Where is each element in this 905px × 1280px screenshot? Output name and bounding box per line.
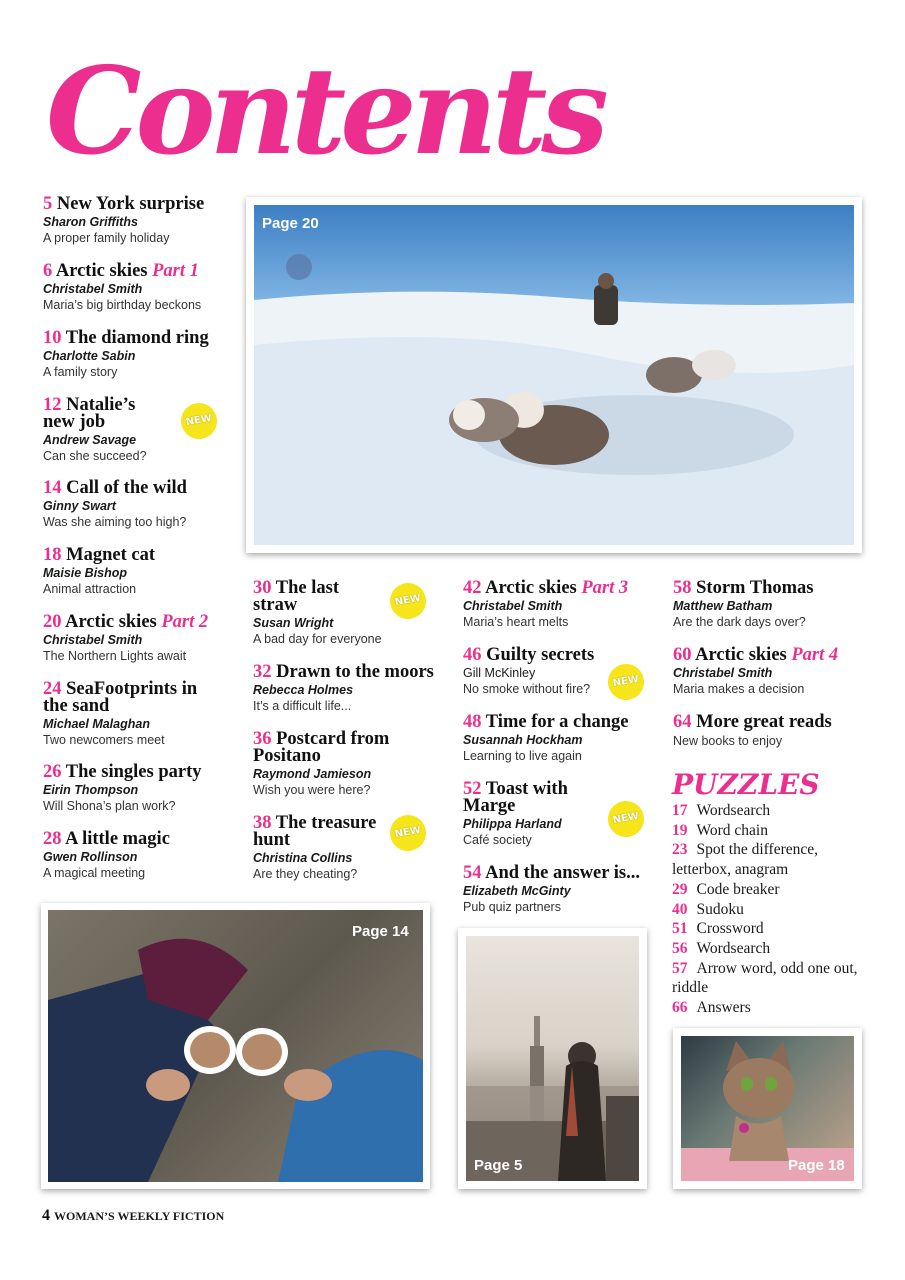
entry-author: Eirin Thompson bbox=[43, 783, 139, 797]
entry-title: The last straw bbox=[253, 578, 340, 615]
entry-title: Arctic skies bbox=[695, 645, 787, 665]
puzzle-list bbox=[672, 801, 862, 1018]
entry-description: The Northern Lights await bbox=[43, 649, 187, 663]
new-badge: NEW bbox=[387, 580, 429, 622]
entry-description: A magical meeting bbox=[43, 866, 146, 880]
entry-description: Café society bbox=[463, 833, 532, 847]
entry-author: Matthew Batham bbox=[673, 599, 773, 613]
entry-title: Arctic skies bbox=[65, 612, 157, 632]
photo-page-label: Page 18 bbox=[788, 1157, 845, 1174]
entry-description: A bad day for everyone bbox=[253, 632, 382, 646]
entry-title: Guilty secrets bbox=[486, 645, 595, 665]
entry-page-number: 14 bbox=[43, 478, 62, 498]
entry-author: Sharon Griffiths bbox=[43, 215, 138, 229]
entry-author: Susannah Hockham bbox=[463, 733, 583, 747]
entry-description: Maria’s big birthday beckons bbox=[43, 298, 202, 312]
entry-title: More great reads bbox=[696, 712, 832, 732]
puzzle-item[interactable]: 51 Crossword bbox=[672, 920, 764, 938]
entry-page-number: 30 bbox=[253, 578, 272, 598]
entry-page-number: 36 bbox=[253, 729, 272, 749]
entry-page-number: 64 bbox=[673, 712, 692, 732]
new-badge: NEW bbox=[605, 798, 647, 840]
entry-author: Gwen Rollinson bbox=[43, 850, 138, 864]
entry-author: Ginny Swart bbox=[43, 499, 116, 513]
entry-description: Can she succeed? bbox=[43, 449, 147, 463]
entry-title: Arctic skies bbox=[55, 261, 148, 281]
entry-author: Rebecca Holmes bbox=[253, 683, 354, 697]
photo-page-label: Page 5 bbox=[474, 1157, 523, 1174]
contents-entry[interactable] bbox=[463, 647, 613, 697]
contents-entry[interactable] bbox=[673, 647, 873, 697]
puzzle-item[interactable]: 17 Wordsearch bbox=[672, 802, 771, 819]
entry-title: The treasure hunt bbox=[253, 813, 377, 850]
contents-entry[interactable] bbox=[673, 580, 873, 630]
entry-page-number: 54 bbox=[463, 863, 482, 883]
entry-page-number: 20 bbox=[43, 612, 62, 632]
entry-page-number: 42 bbox=[463, 578, 482, 598]
entry-part: Part 2 bbox=[161, 612, 209, 632]
entry-title: The singles party bbox=[65, 762, 202, 782]
entry-page-number: 12 bbox=[43, 395, 62, 415]
entry-author: Christabel Smith bbox=[43, 282, 143, 296]
entry-description: Are they cheating? bbox=[253, 867, 358, 881]
contents-entry[interactable] bbox=[463, 865, 663, 915]
entry-page-number: 6 bbox=[43, 261, 53, 281]
entry-title: Natalie’s new job bbox=[43, 395, 136, 432]
puzzle-item[interactable]: 66 Answers bbox=[672, 999, 751, 1017]
entry-description: New books to enjoy bbox=[673, 734, 783, 748]
entry-title: Time for a change bbox=[485, 712, 629, 732]
puzzle-item[interactable]: 29 Code breaker bbox=[672, 880, 780, 898]
entry-title: And the answer is... bbox=[485, 863, 640, 883]
entry-description: Animal attraction bbox=[43, 582, 137, 596]
entry-page-number: 38 bbox=[253, 813, 272, 833]
entry-page-number: 32 bbox=[253, 662, 272, 682]
entry-description: Wish you were here? bbox=[253, 783, 371, 797]
entry-description: Maria makes a decision bbox=[673, 682, 805, 696]
contents-entry[interactable] bbox=[463, 580, 663, 630]
page-footer bbox=[42, 1207, 224, 1225]
photo-kitten[interactable] bbox=[673, 1028, 862, 1189]
entry-page-number: 60 bbox=[673, 645, 692, 665]
new-badge: NEW bbox=[605, 661, 647, 703]
entry-part: Part 4 bbox=[791, 645, 839, 665]
entry-author: Gill McKinley bbox=[463, 666, 536, 680]
entry-title: Postcard from Positano bbox=[253, 729, 390, 766]
entry-author: Christina Collins bbox=[253, 851, 353, 865]
contents-entry[interactable] bbox=[43, 196, 243, 246]
city-image bbox=[466, 936, 639, 1181]
entry-title: Drawn to the moors bbox=[276, 662, 434, 682]
contents-entry[interactable] bbox=[253, 664, 453, 714]
entry-description: A proper family holiday bbox=[43, 231, 170, 245]
entry-page-number: 26 bbox=[43, 762, 62, 782]
entry-title: Magnet cat bbox=[66, 545, 155, 565]
entry-page-number: 48 bbox=[463, 712, 482, 732]
entry-title: New York surprise bbox=[56, 194, 205, 214]
photo-coffee[interactable] bbox=[41, 903, 430, 1189]
skyline-illustration bbox=[466, 936, 639, 1181]
entry-title: A little magic bbox=[65, 829, 170, 849]
entry-title: Toast with Marge bbox=[463, 779, 568, 816]
contents-entry[interactable] bbox=[253, 578, 382, 647]
new-badge: NEW bbox=[387, 812, 429, 854]
contents-entry[interactable] bbox=[43, 547, 243, 597]
entry-part: Part 1 bbox=[152, 261, 199, 281]
entry-author: Michael Malaghan bbox=[43, 717, 150, 731]
photo-city[interactable] bbox=[458, 928, 647, 1189]
entry-description: A family story bbox=[43, 365, 118, 379]
entry-description: Two newcomers meet bbox=[43, 733, 165, 747]
entry-title: The diamond ring bbox=[65, 328, 209, 348]
entry-description: Will Shona’s plan work? bbox=[43, 799, 176, 813]
contents-entry[interactable] bbox=[463, 714, 663, 764]
footer-page-number: 4 bbox=[42, 1207, 50, 1224]
entry-author: Philippa Harland bbox=[463, 817, 562, 831]
entry-author: Christabel Smith bbox=[673, 666, 773, 680]
coffee-image bbox=[48, 910, 423, 1182]
puzzle-item[interactable]: 40 Sudoku bbox=[672, 900, 744, 918]
contents-entry[interactable] bbox=[673, 714, 873, 749]
entry-title: SeaFootprints in the sand bbox=[43, 679, 198, 716]
entry-part: Part 3 bbox=[581, 578, 629, 598]
photo-page-label: Page 14 bbox=[352, 923, 409, 940]
entry-author: Raymond Jamieson bbox=[253, 767, 372, 781]
entry-page-number: 28 bbox=[43, 829, 62, 849]
entry-page-number: 24 bbox=[43, 679, 62, 699]
entry-description: Pub quiz partners bbox=[463, 900, 561, 914]
entry-description: Are the dark days over? bbox=[673, 615, 806, 629]
contents-entry[interactable] bbox=[43, 831, 243, 881]
contents-entry[interactable] bbox=[43, 614, 243, 664]
contents-entry[interactable] bbox=[253, 815, 393, 882]
entry-description: Was she aiming too high? bbox=[43, 515, 187, 529]
entry-author: Christabel Smith bbox=[43, 633, 143, 647]
new-badge: NEW bbox=[178, 400, 220, 442]
page-title: Contents bbox=[46, 41, 603, 182]
entry-title: Call of the wild bbox=[66, 478, 187, 498]
contents-entry[interactable] bbox=[463, 781, 583, 848]
entry-author: Elizabeth McGinty bbox=[463, 884, 571, 898]
entry-description: Maria’s heart melts bbox=[463, 615, 569, 629]
contents-entry[interactable] bbox=[43, 681, 223, 748]
contents-entry[interactable] bbox=[43, 330, 243, 380]
entry-author: Maisie Bishop bbox=[43, 566, 128, 580]
entry-page-number: 58 bbox=[673, 578, 692, 598]
entry-page-number: 10 bbox=[43, 328, 62, 348]
entry-author: Christabel Smith bbox=[463, 599, 563, 613]
entry-page-number: 46 bbox=[463, 645, 482, 665]
entry-page-number: 5 bbox=[43, 194, 53, 214]
entry-title: Storm Thomas bbox=[696, 578, 814, 598]
puzzle-item[interactable]: 23 Spot the difference, letterbox, anagram bbox=[672, 841, 819, 879]
huskies-image bbox=[254, 205, 854, 545]
puzzle-item[interactable]: 56 Wordsearch bbox=[672, 939, 771, 957]
entry-author: Andrew Savage bbox=[43, 433, 137, 447]
footer-magazine-name: WOMAN’S WEEKLY FICTION bbox=[54, 1209, 225, 1223]
entry-author: Charlotte Sabin bbox=[43, 349, 136, 363]
entry-title: Arctic skies bbox=[485, 578, 577, 598]
contents-entry[interactable] bbox=[43, 764, 243, 814]
contents-entry[interactable] bbox=[43, 263, 243, 313]
photo-page-label: Page 20 bbox=[262, 215, 319, 232]
contents-entry[interactable] bbox=[43, 480, 243, 530]
entry-description: Learning to live again bbox=[463, 749, 582, 763]
photo-huskies[interactable] bbox=[246, 197, 862, 553]
entry-page-number: 52 bbox=[463, 779, 482, 799]
puzzle-item[interactable]: 57 Arrow word, odd one out, riddle bbox=[672, 959, 858, 997]
coffee-cups-illustration bbox=[48, 910, 423, 1182]
entry-page-number: 18 bbox=[43, 545, 62, 565]
contents-entry[interactable] bbox=[253, 731, 413, 798]
puzzles-heading: PUZZLES bbox=[672, 768, 820, 801]
sled-dogs-illustration bbox=[254, 205, 854, 545]
entry-description: No smoke without fire? bbox=[463, 682, 591, 696]
puzzle-item[interactable]: 19 Word chain bbox=[672, 821, 768, 839]
entry-author: Susan Wright bbox=[253, 616, 334, 630]
contents-entry[interactable] bbox=[43, 397, 153, 464]
entry-description: It’s a difficult life... bbox=[253, 699, 352, 713]
